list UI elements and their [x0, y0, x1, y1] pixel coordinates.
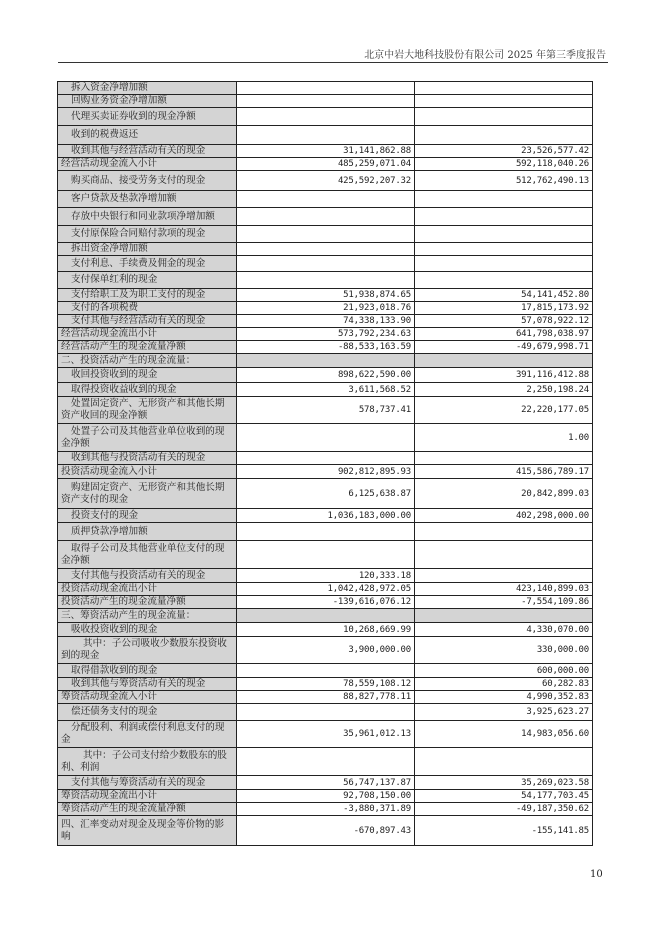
table-row	[58, 315, 593, 328]
current-period-value: -670,897.43	[237, 816, 415, 846]
previous-period-value: 423,140,899.03	[415, 583, 593, 596]
current-period-value: 6,125,638.87	[237, 479, 415, 509]
table-row	[58, 523, 593, 541]
current-period-value: 485,259,071.04	[237, 158, 415, 171]
current-period-value: 51,938,874.65	[237, 289, 415, 302]
table-row	[58, 803, 593, 816]
previous-period-value: -155,141.85	[415, 816, 593, 846]
previous-period-value	[415, 609, 593, 623]
page-number: 10	[590, 869, 603, 880]
table-row	[58, 623, 593, 637]
previous-period-value: 3,925,623.27	[415, 704, 593, 721]
current-period-value	[237, 108, 415, 126]
previous-period-value	[415, 208, 593, 226]
row-label: 取得投资收益收到的现金	[58, 383, 237, 397]
current-period-value: 88,827,778.11	[237, 691, 415, 704]
row-label: 支付给职工及为职工支付的现金	[58, 289, 237, 302]
current-period-value	[237, 609, 415, 623]
previous-period-value: 54,177,703.45	[415, 790, 593, 803]
previous-period-value	[415, 272, 593, 289]
previous-period-value: 2,250,198.24	[415, 383, 593, 397]
table-row	[58, 289, 593, 302]
row-label: 吸收投资收到的现金	[58, 623, 237, 637]
table-row	[58, 368, 593, 383]
row-label: 收到其他与经营活动有关的现金	[58, 145, 237, 158]
current-period-value	[237, 664, 415, 678]
current-period-value: 35,961,012.13	[237, 721, 415, 748]
previous-period-value	[415, 748, 593, 776]
row-label: 投资支付的现金	[58, 509, 237, 523]
current-period-value	[237, 126, 415, 145]
table-row	[58, 583, 593, 596]
row-label: 偿还债务支付的现金	[58, 704, 237, 721]
row-label: 经营活动现金流出小计	[58, 328, 237, 341]
previous-period-value	[415, 569, 593, 583]
table-row	[58, 354, 593, 368]
current-period-value: 21,923,018.76	[237, 302, 415, 315]
previous-period-value: -49,679,998.71	[415, 341, 593, 354]
previous-period-value	[415, 523, 593, 541]
previous-period-value	[415, 256, 593, 272]
table-row	[58, 208, 593, 226]
row-label: 四、汇率变动对现金及现金等价物的影响	[58, 816, 237, 846]
row-label: 投资活动现金流入小计	[58, 465, 237, 479]
table-row	[58, 328, 593, 341]
previous-period-value: 20,842,899.03	[415, 479, 593, 509]
current-period-value	[237, 243, 415, 256]
current-period-value: 10,268,669.99	[237, 623, 415, 637]
current-period-value	[237, 748, 415, 776]
current-period-value	[237, 424, 415, 452]
table-row	[58, 226, 593, 243]
table-row	[58, 256, 593, 272]
previous-period-value: 600,000.00	[415, 664, 593, 678]
row-label: 收到其他与筹资活动有关的现金	[58, 678, 237, 691]
previous-period-value: 54,141,452.80	[415, 289, 593, 302]
table-row	[58, 790, 593, 803]
current-period-value: 3,611,568.52	[237, 383, 415, 397]
previous-period-value: 402,298,000.00	[415, 509, 593, 523]
row-label: 其中：子公司支付给少数股东的股利、利润	[58, 748, 237, 776]
table-row	[58, 126, 593, 145]
current-period-value	[237, 354, 415, 368]
current-period-value: 1,036,183,000.00	[237, 509, 415, 523]
previous-period-value: 512,762,490.13	[415, 171, 593, 191]
row-label: 投资活动产生的现金流量净额	[58, 596, 237, 609]
table-row	[58, 397, 593, 424]
table-row	[58, 776, 593, 790]
row-label: 支付保单红利的现金	[58, 272, 237, 289]
current-period-value: 120,333.18	[237, 569, 415, 583]
previous-period-value	[415, 226, 593, 243]
table-row	[58, 816, 593, 846]
current-period-value: 578,737.41	[237, 397, 415, 424]
current-period-value	[237, 82, 415, 95]
row-label: 收到的税费返还	[58, 126, 237, 145]
table-row	[58, 704, 593, 721]
current-period-value: 78,559,108.12	[237, 678, 415, 691]
previous-period-value: 1.00	[415, 424, 593, 452]
table-row	[58, 243, 593, 256]
row-label: 取得子公司及其他营业单位支付的现金净额	[58, 541, 237, 569]
row-label: 存放中央银行和同业款项净增加额	[58, 208, 237, 226]
row-label: 处置固定资产、无形资产和其他长期资产收回的现金净额	[58, 397, 237, 424]
report-header-title: 北京中岩大地科技股份有限公司 2025 年第三季度报告	[364, 50, 606, 61]
row-label: 支付其他与经营活动有关的现金	[58, 315, 237, 328]
table-row	[58, 465, 593, 479]
row-label: 其中：子公司吸收少数股东投资收到的现金	[58, 637, 237, 664]
row-label: 三、筹资活动产生的现金流量：	[58, 609, 237, 623]
previous-period-value	[415, 541, 593, 569]
current-period-value	[237, 541, 415, 569]
row-label: 筹资活动现金流入小计	[58, 691, 237, 704]
row-label: 购建固定资产、无形资产和其他长期资产支付的现金	[58, 479, 237, 509]
previous-period-value: 391,116,412.88	[415, 368, 593, 383]
row-label: 支付原保险合同赔付款项的现金	[58, 226, 237, 243]
current-period-value	[237, 191, 415, 208]
current-period-value	[237, 704, 415, 721]
row-label: 客户贷款及垫款净增加额	[58, 191, 237, 208]
row-label: 取得借款收到的现金	[58, 664, 237, 678]
current-period-value	[237, 523, 415, 541]
previous-period-value: 4,330,070.00	[415, 623, 593, 637]
row-label: 经营活动现金流入小计	[58, 158, 237, 171]
previous-period-value: 14,983,056.60	[415, 721, 593, 748]
previous-period-value: -49,187,350.62	[415, 803, 593, 816]
row-label: 拆入资金净增加额	[58, 82, 237, 95]
current-period-value	[237, 226, 415, 243]
current-period-value	[237, 272, 415, 289]
table-row	[58, 569, 593, 583]
table-row	[58, 479, 593, 509]
current-period-value: 92,708,150.00	[237, 790, 415, 803]
table-row	[58, 108, 593, 126]
current-period-value: 425,592,207.32	[237, 171, 415, 191]
current-period-value: 31,141,862.88	[237, 145, 415, 158]
cash-flow-table-body	[58, 82, 593, 846]
current-period-value: 902,812,895.93	[237, 465, 415, 479]
previous-period-value	[415, 191, 593, 208]
table-row	[58, 191, 593, 208]
previous-period-value: 330,000.00	[415, 637, 593, 664]
cash-flow-table	[57, 81, 593, 846]
current-period-value: -3,880,371.89	[237, 803, 415, 816]
previous-period-value: -7,554,109.86	[415, 596, 593, 609]
previous-period-value	[415, 108, 593, 126]
row-label: 购买商品、接受劳务支付的现金	[58, 171, 237, 191]
table-row	[58, 341, 593, 354]
previous-period-value: 17,815,173.92	[415, 302, 593, 315]
table-row	[58, 158, 593, 171]
row-label: 收到其他与投资活动有关的现金	[58, 452, 237, 465]
table-row	[58, 748, 593, 776]
previous-period-value	[415, 243, 593, 256]
row-label: 支付的各项税费	[58, 302, 237, 315]
row-label: 筹资活动产生的现金流量净额	[58, 803, 237, 816]
table-row	[58, 609, 593, 623]
current-period-value	[237, 95, 415, 108]
row-label: 支付利息、手续费及佣金的现金	[58, 256, 237, 272]
row-label: 分配股利、利润或偿付利息支付的现金	[58, 721, 237, 748]
table-row	[58, 452, 593, 465]
current-period-value	[237, 452, 415, 465]
row-label: 处置子公司及其他营业单位收到的现金净额	[58, 424, 237, 452]
row-label: 投资活动现金流出小计	[58, 583, 237, 596]
table-row	[58, 664, 593, 678]
row-label: 回购业务资金净增加额	[58, 95, 237, 108]
previous-period-value	[415, 126, 593, 145]
table-row	[58, 302, 593, 315]
previous-period-value	[415, 452, 593, 465]
row-label: 经营活动产生的现金流量净额	[58, 341, 237, 354]
row-label: 筹资活动现金流出小计	[58, 790, 237, 803]
table-row	[58, 678, 593, 691]
previous-period-value: 22,220,177.05	[415, 397, 593, 424]
current-period-value	[237, 208, 415, 226]
current-period-value: 74,338,133.90	[237, 315, 415, 328]
table-row	[58, 721, 593, 748]
row-label: 支付其他与投资活动有关的现金	[58, 569, 237, 583]
current-period-value: 56,747,137.87	[237, 776, 415, 790]
table-row	[58, 691, 593, 704]
previous-period-value: 641,798,038.97	[415, 328, 593, 341]
current-period-value: 3,900,000.00	[237, 637, 415, 664]
previous-period-value	[415, 354, 593, 368]
current-period-value: 898,622,590.00	[237, 368, 415, 383]
previous-period-value: 23,526,577.42	[415, 145, 593, 158]
row-label: 支付其他与筹资活动有关的现金	[58, 776, 237, 790]
previous-period-value: 592,118,040.26	[415, 158, 593, 171]
row-label: 代理买卖证券收到的现金净额	[58, 108, 237, 126]
previous-period-value: 35,269,023.58	[415, 776, 593, 790]
previous-period-value	[415, 95, 593, 108]
previous-period-value: 57,078,922.12	[415, 315, 593, 328]
current-period-value: 573,792,234.63	[237, 328, 415, 341]
previous-period-value: 415,586,789.17	[415, 465, 593, 479]
table-row	[58, 171, 593, 191]
table-row	[58, 82, 593, 95]
table-row	[58, 272, 593, 289]
header-divider	[58, 62, 608, 63]
current-period-value: -139,616,076.12	[237, 596, 415, 609]
table-row	[58, 424, 593, 452]
table-row	[58, 541, 593, 569]
previous-period-value: 4,990,352.83	[415, 691, 593, 704]
row-label: 质押贷款净增加额	[58, 523, 237, 541]
current-period-value: 1,042,428,972.05	[237, 583, 415, 596]
row-label: 拆出资金净增加额	[58, 243, 237, 256]
table-row	[58, 596, 593, 609]
row-label: 收回投资收到的现金	[58, 368, 237, 383]
table-row	[58, 383, 593, 397]
table-row	[58, 637, 593, 664]
table-row	[58, 145, 593, 158]
previous-period-value: 60,282.83	[415, 678, 593, 691]
current-period-value: -88,533,163.59	[237, 341, 415, 354]
previous-period-value	[415, 82, 593, 95]
table-row	[58, 509, 593, 523]
current-period-value	[237, 256, 415, 272]
table-row	[58, 95, 593, 108]
row-label: 二、投资活动产生的现金流量：	[58, 354, 237, 368]
